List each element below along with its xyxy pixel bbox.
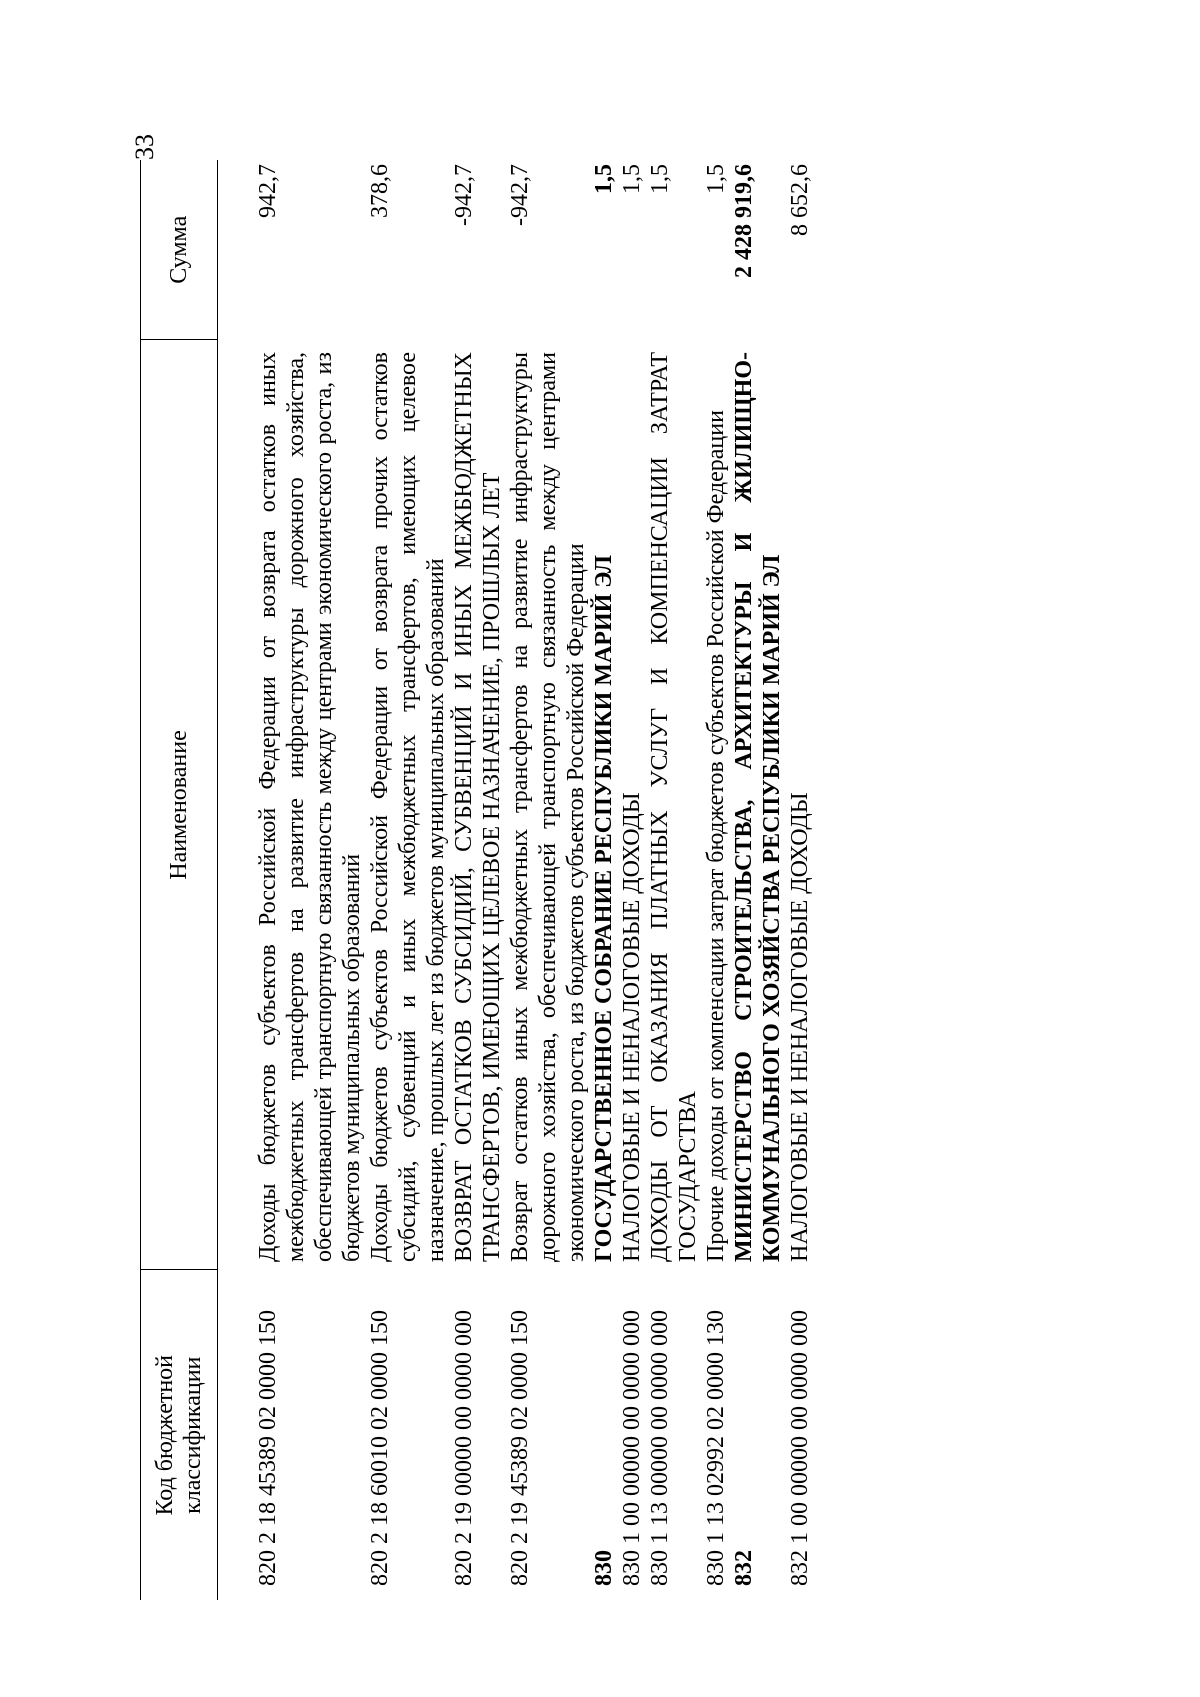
revenue-table: [140, 160, 814, 1600]
row-code: 830 1 13 02992 02 0000 130: [703, 1310, 729, 1586]
row-code: 832: [731, 1550, 757, 1586]
header-spacer: [218, 160, 255, 1600]
table-row: [450, 160, 506, 1600]
row-sum: 1,5: [591, 164, 617, 194]
table-row: [786, 160, 814, 1600]
row-sum: 8 652,6: [787, 164, 813, 236]
table-body: [218, 160, 815, 1600]
row-code: 830 1 00 00000 00 0000 000: [619, 1310, 645, 1586]
row-sum: 1,5: [703, 164, 729, 194]
table-row: [702, 160, 730, 1600]
row-code: 820 2 18 60010 02 0000 150: [367, 1310, 393, 1586]
table-row: [618, 160, 646, 1600]
row-sum: 1,5: [619, 164, 645, 194]
row-sum: 942,7: [255, 164, 281, 218]
row-name: Прочие доходы от компенсации затрат бюджетов субъектов Российской Федерации: [703, 410, 729, 1262]
row-sum: 2 428 919,6: [731, 164, 757, 278]
header-name: Наименование: [141, 340, 218, 1270]
table-header: [141, 160, 218, 1600]
row-name: Доходы бюджетов субъектов Российской Федерации от возврата прочих остатков субсидий, субвенций и иных межбюджетных трансфертов, имеющих целевое назначение, прошлых лет из бюджетов муниципальных образований: [367, 352, 449, 1262]
table-row: [506, 160, 590, 1600]
row-name: ДОХОДЫ ОТ ОКАЗАНИЯ ПЛАТНЫХ УСЛУГ И КОМПЕНСАЦИИ ЗАТРАТ ГОСУДАРСТВА: [647, 352, 701, 1262]
row-code: 830: [591, 1550, 617, 1586]
row-code: 820 2 18 45389 02 0000 150: [255, 1310, 281, 1586]
table-row: [730, 160, 786, 1600]
row-code: 830 1 13 00000 00 0000 000: [647, 1310, 673, 1586]
table-row: [590, 160, 618, 1600]
row-name: Доходы бюджетов субъектов Российской Федерации от возврата остатков иных межбюджетных трансфертов на развитие инфраструктуры дорожного хозяйства, обеспечивающей транспортную связанность между центрами экономического роста, из бюджетов муниципальных образований: [255, 352, 365, 1262]
page-number: 33: [130, 134, 159, 160]
row-sum: -942,7: [451, 164, 477, 226]
header-sum: Сумма: [141, 160, 218, 340]
row-code: 820 2 19 00000 00 0000 000: [451, 1310, 477, 1586]
row-code: 832 1 00 00000 00 0000 000: [787, 1310, 813, 1586]
row-name: НАЛОГОВЫЕ И НЕНАЛОГОВЫЕ ДОХОДЫ: [787, 792, 813, 1262]
header-code: Код бюджетной классификации: [141, 1270, 218, 1600]
row-sum: 1,5: [647, 164, 673, 194]
rotated-content: [130, 134, 1080, 1600]
row-sum: -942,7: [507, 164, 533, 226]
table-row: [366, 160, 450, 1600]
table-row: [646, 160, 702, 1600]
row-name: МИНИСТЕРСТВО СТРОИТЕЛЬСТВА, АРХИТЕКТУРЫ И ЖИЛИЩНО-КОММУНАЛЬНОГО ХОЗЯЙСТВА РЕСПУБЛИКИ МАРИЙ ЭЛ: [731, 352, 785, 1262]
row-code: 820 2 19 45389 02 0000 150: [507, 1310, 533, 1586]
row-sum: 378,6: [367, 164, 393, 218]
row-name: Возврат остатков иных межбюджетных трансфертов на развитие инфраструктуры дорожного хозяйства, обеспечивающей транспортную связанность между центрами экономического роста, из бюджетов субъектов Российской Федерации: [507, 352, 589, 1262]
row-name: ВОЗВРАТ ОСТАТКОВ СУБСИДИЙ, СУБВЕНЦИЙ И ИНЫХ МЕЖБЮДЖЕТНЫХ ТРАНСФЕРТОВ, ИМЕЮЩИХ ЦЕЛЕВОЕ НАЗНАЧЕНИЕ, ПРОШЛЫХ ЛЕТ: [451, 352, 505, 1262]
table-row: [254, 160, 366, 1600]
row-name: НАЛОГОВЫЕ И НЕНАЛОГОВЫЕ ДОХОДЫ: [619, 792, 645, 1262]
row-name: ГОСУДАРСТВЕННОЕ СОБРАНИЕ РЕСПУБЛИКИ МАРИЙ ЭЛ: [591, 555, 617, 1262]
